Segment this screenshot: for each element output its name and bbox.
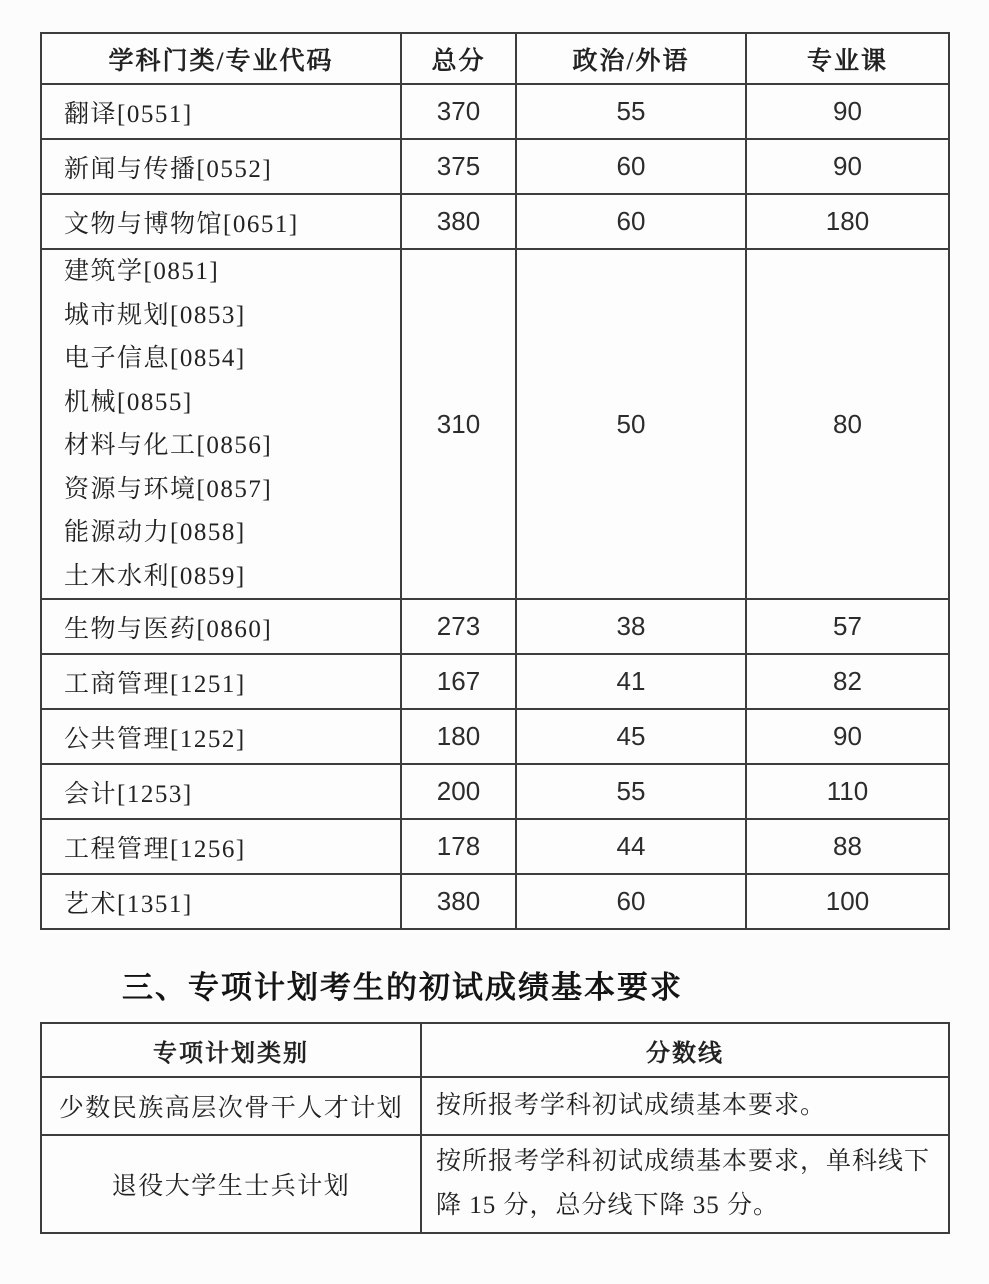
table-row	[41, 819, 949, 874]
col-header-plan-category: 专项计划类别	[41, 1023, 421, 1077]
total-score-cell: 370	[401, 84, 516, 139]
total-score-cell: 310	[401, 249, 516, 599]
politics-foreign-cell: 60	[516, 874, 746, 929]
section-heading: 三、专项计划考生的初试成绩基本要求	[122, 970, 683, 1005]
score-line-cell: 按所报考学科初试成绩基本要求，单科线下降 15 分，总分线下降 35 分。	[421, 1135, 949, 1233]
score-line-cell: 按所报考学科初试成绩基本要求。	[421, 1077, 949, 1135]
special-table-header-row	[41, 1023, 949, 1077]
col-header-major-course: 专业课	[746, 33, 949, 84]
col-header-score-line: 分数线	[421, 1023, 949, 1077]
major-course-cell: 90	[746, 84, 949, 139]
subject-cell: 翻译[0551]	[41, 84, 401, 139]
major-course-cell: 57	[746, 599, 949, 654]
table-row-merged-engineering-group	[41, 249, 949, 599]
total-score-cell: 167	[401, 654, 516, 709]
major-course-cell: 110	[746, 764, 949, 819]
table-row	[41, 139, 949, 194]
major-course-cell: 90	[746, 139, 949, 194]
table-row	[41, 874, 949, 929]
major-course-cell: 80	[746, 249, 949, 599]
major-course-cell: 88	[746, 819, 949, 874]
major-line: 电子信息[0854]	[64, 345, 246, 372]
major-course-cell: 82	[746, 654, 949, 709]
subject-cell: 公共管理[1252]	[41, 709, 401, 764]
major-line: 材料与化工[0856]	[64, 432, 273, 459]
table-row	[41, 709, 949, 764]
table-row	[41, 1077, 949, 1135]
major-course-cell: 100	[746, 874, 949, 929]
total-score-cell: 178	[401, 819, 516, 874]
table-row	[41, 84, 949, 139]
politics-foreign-cell: 44	[516, 819, 746, 874]
subject-cell: 新闻与传播[0552]	[41, 139, 401, 194]
score-table-header-row	[41, 33, 949, 84]
total-score-cell: 200	[401, 764, 516, 819]
major-line: 机械[0855]	[64, 388, 193, 416]
total-score-cell: 273	[401, 599, 516, 654]
subject-cell: 文物与博物馆[0651]	[41, 194, 401, 249]
subject-cell: 艺术[1351]	[41, 874, 401, 929]
politics-foreign-cell: 38	[516, 599, 746, 654]
major-line: 土木水利[0859]	[64, 562, 246, 590]
plan-category-cell: 退役大学生士兵计划	[41, 1135, 421, 1233]
total-score-cell: 375	[401, 139, 516, 194]
major-course-cell: 90	[746, 709, 949, 764]
politics-foreign-cell: 55	[516, 84, 746, 139]
politics-foreign-cell: 50	[516, 249, 746, 599]
total-score-cell: 380	[401, 874, 516, 929]
table-row	[41, 1135, 949, 1233]
subject-cell: 会计[1253]	[41, 764, 401, 819]
col-header-politics-foreign: 政治/外语	[516, 33, 746, 84]
politics-foreign-cell: 55	[516, 764, 746, 819]
subject-cell: 生物与医药[0860]	[41, 599, 401, 654]
subject-cell-group	[41, 249, 401, 599]
score-requirements-table	[40, 32, 950, 930]
table-row	[41, 654, 949, 709]
politics-foreign-cell: 60	[516, 194, 746, 249]
total-score-cell: 180	[401, 709, 516, 764]
table-row	[41, 599, 949, 654]
col-header-total: 总分	[401, 33, 516, 84]
politics-foreign-cell: 45	[516, 709, 746, 764]
total-score-cell: 380	[401, 194, 516, 249]
table-row	[41, 194, 949, 249]
table-row	[41, 764, 949, 819]
major-line: 城市规划[0853]	[64, 301, 246, 329]
major-line: 能源动力[0858]	[64, 519, 246, 546]
major-course-cell: 180	[746, 194, 949, 249]
plan-category-cell: 少数民族高层次骨干人才计划	[41, 1077, 421, 1135]
subject-cell: 工商管理[1251]	[41, 654, 401, 709]
col-header-subject: 学科门类/专业代码	[41, 33, 401, 84]
special-plan-table	[40, 1022, 950, 1234]
politics-foreign-cell: 60	[516, 139, 746, 194]
major-line: 建筑学[0851]	[64, 258, 220, 285]
politics-foreign-cell: 41	[516, 654, 746, 709]
major-line: 资源与环境[0857]	[64, 475, 273, 503]
subject-cell: 工程管理[1256]	[41, 819, 401, 874]
